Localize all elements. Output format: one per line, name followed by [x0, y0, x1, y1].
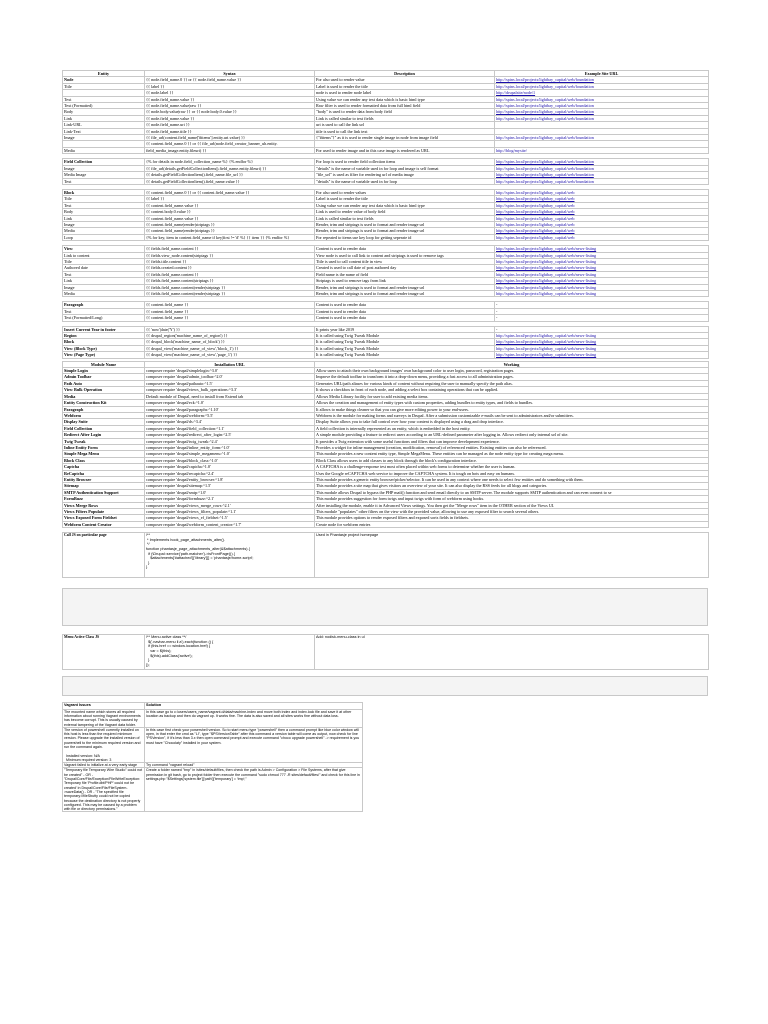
entity-name: View — [63, 246, 145, 252]
installation-command: composer require 'drupal/webform_content_creator:^1.7' — [145, 521, 315, 527]
syntax-cell: {{ content.field_name.value }} — [145, 215, 315, 221]
description-cell: For repeated to items use key loop for getting seperate id — [315, 234, 495, 240]
description-cell: Render, trim and striptags is used to format and render image url — [315, 228, 495, 234]
syntax-cell: {{ node.field_name.title }} — [145, 128, 315, 134]
syntax-cell: {{ details.getFieldCollectionItem().field_name.file_url }} — [145, 172, 315, 178]
issue-row — [63, 709, 363, 727]
syntax-cell: {{ node.field_name.0 }} or {{ node.field_name.value }} — [145, 77, 315, 83]
installation-command: composer require 'drupal/block_class:^1.0' — [145, 457, 315, 463]
menu-row-note: Add: nodisk-menu-class in ul — [315, 635, 709, 670]
entity-name: Region — [63, 333, 145, 339]
description-cell: Label is used to render the title — [315, 196, 495, 202]
entity-name: Link to content — [63, 252, 145, 258]
installation-command: composer require 'drupal/redirect_after_login:^2.5' — [145, 432, 315, 438]
entity-name: Text — [63, 308, 145, 314]
example-url-cell[interactable]: http://spins.local/projects/lightbay_capital/web/foundation — [495, 172, 709, 178]
installation-command: composer require 'drupal/sitemap:^1.5' — [145, 483, 315, 489]
module-name: Inline Entity Form — [63, 444, 145, 450]
module-row — [63, 521, 709, 527]
solution-text: Create a folder named "tmp" in /sites/default/files, then check the path is Admin > Configuration > File Systems, after that give permission in git bash, go to project folder then execute the command "sudo chmod 777 -R sites/default/files/" and check for this line in settings.php "$Settings['system.file']['path']['temporary'] = 'tmp';" — [145, 768, 363, 812]
syntax-cell: {{ file_url(content.field_name['#items'].entity.uri.value) }} — [145, 135, 315, 141]
description-cell: uri is used to call the link url — [315, 122, 495, 128]
example-url-cell[interactable]: http://spins.local/projects/lightbay_capital/web/foundation — [495, 96, 709, 102]
installation-command: composer require 'drupal/captcha:^1.0' — [145, 464, 315, 470]
syntax-cell: {{ fields.view_node.content|striptags }} — [145, 252, 315, 258]
solution-text: Try command "vagrant reload" — [145, 763, 363, 768]
syntax-cell: {{ fields.field_name.content }} — [145, 271, 315, 277]
example-url-cell[interactable]: http://spins.local/projects/lightbay_capital/web/news-listing — [495, 284, 709, 290]
description-cell: Link is used to render value of body field — [315, 209, 495, 215]
installation-url-header: Installation URL — [145, 361, 315, 367]
vagrant-issues-body — [63, 709, 363, 812]
entity-name: Image — [63, 135, 145, 141]
example-url-header: Example Site URL — [495, 71, 709, 77]
module-name-header: Module Name — [63, 361, 145, 367]
description-cell: Title is used to call content title in view — [315, 258, 495, 264]
installation-command: composer require 'drupal/simplelogin:^3.0' — [145, 368, 315, 374]
js-row-label: Call JS on particular page — [63, 533, 145, 578]
description-cell: "body" is used to render data from body field — [315, 109, 495, 115]
syntax-cell: {{ fields.field_name.content|render|striptags }} — [145, 284, 315, 290]
issue-text: The version of powershell currently installed on this host is less than the required minimum version. Please upgrade the installed version of powershell to the minimum required version and run the command again. Installed version: N/A Minimum required version: 3 — [63, 727, 145, 762]
installation-command: composer require 'drupal/twig_tweak:^2.4' — [145, 438, 315, 444]
entity-name: Media — [63, 228, 145, 234]
syntax-cell: {{ content.field_name.0 }} or {{ file_url(node.field_creator_banner_uh.entity. — [145, 141, 315, 147]
syntax-cell: {{ fields.field_name.content }} — [145, 246, 315, 252]
installation-command: composer require 'drupal/views_filters_populate:^1.1' — [145, 509, 315, 515]
module-working: Allows Media Library facility for user to add existing media items. — [315, 393, 709, 399]
entity-name: Link — [63, 278, 145, 284]
module-name: Simple Login — [63, 368, 145, 374]
entity-name: Link — [63, 215, 145, 221]
entity-name: Authored date — [63, 265, 145, 271]
module-working: Allow users to attach their own background images' own background color to user login, password, registration pages. — [315, 368, 709, 374]
installation-command: composer require 'drupal/smtp:^1.0' — [145, 489, 315, 495]
example-url-cell[interactable]: http://spins.local/projects/lightbay_capital/web/foundation — [495, 178, 709, 184]
module-working: Provides a widget for inline management (creation, modification, removal) of referenced entities. Existing entities can also be referenced. — [315, 444, 709, 450]
entity-name: Text (Formatted/Long) — [63, 315, 145, 321]
module-name: Redirect After Login — [63, 432, 145, 438]
example-url-cell[interactable]: http://spins.local/projects/lightbay_capital/web/foundation — [495, 115, 709, 121]
example-url-cell[interactable]: http://spins.local/projects/lightbay_capital/web/news-listing — [495, 246, 709, 252]
entity-name: Link-Text — [63, 128, 145, 134]
solution-header: Solution — [145, 703, 363, 709]
module-working: Uses the Google reCAPTCHA web service to improve the CAPTCHA system. It is tough on bots and easy on humans. — [315, 470, 709, 476]
module-name: Display Suite — [63, 419, 145, 425]
vagrant-issues-table — [62, 702, 363, 812]
syntax-cell: {{ drupal_view('machine_name_of_view','block_1') }} — [145, 345, 315, 351]
module-name: ReCaptcha — [63, 470, 145, 476]
example-url-cell: - — [495, 302, 709, 308]
example-url-cell[interactable]: http://spins.local/projects/lightbay_capital/web/news-listing — [495, 278, 709, 284]
module-name: Block Class — [63, 457, 145, 463]
module-working: Display Suite allows you to take full control over how your content is displayed using a drag and drop interface. — [315, 419, 709, 425]
installation-command: composer require 'drupal/views_bulk_operations:^3.3' — [145, 387, 315, 393]
syntax-cell: {{ details.getFieldCollectionItem().field_name.value }} — [145, 178, 315, 184]
module-name: Views Filters Populate — [63, 509, 145, 515]
module-name: Captcha — [63, 464, 145, 470]
example-url-cell[interactable]: http://spins.local/projects/lightbay_capital/web/news-listing — [495, 258, 709, 264]
example-url-cell[interactable]: http://drupalsite/node/1 — [495, 90, 709, 96]
example-url-cell[interactable]: http://spins.local/projects/lightbay_capital/web/foundation — [495, 159, 709, 165]
example-url-cell[interactable]: http://spins.local/projects/lightbay_capital/web — [495, 221, 709, 227]
module-name: Views Exposed Form Fieldset — [63, 515, 145, 521]
syntax-cell: {{ node.body.value|raw }} or {{ node.body.0.value }} — [145, 109, 315, 115]
description-cell: For loop is used to render field collection items — [315, 159, 495, 165]
installation-command: Default module of Drupal, need to install from Extend tab — [145, 393, 315, 399]
syntax-cell: {{ file_url(details.getFieldCollectionItem().field_name.entity.fileuri) }} — [145, 165, 315, 171]
description-cell: Using value we can render any text data which is basic html type — [315, 202, 495, 208]
entity-name: Text — [63, 178, 145, 184]
syntax-cell: {{ content.field_name.value }} — [145, 202, 315, 208]
description-cell: Content is used to render data — [315, 315, 495, 321]
syntax-cell: {{ fields.created.content }} — [145, 265, 315, 271]
module-working: Block Class allows users to add classes to any block through the block's configuration interface. — [315, 457, 709, 463]
description-cell: It is called using Twig Tweak Module — [315, 352, 495, 358]
syntax-cell: {{ content.field_name.0 }} or {{ content.field_name.value }} — [145, 189, 315, 195]
module-working: A CAPTCHA is a challenge-response test most often placed within web forms to determine whether the user is human. — [315, 464, 709, 470]
syntax-cell: field_media_image.entity.fileuri) }} — [145, 147, 315, 153]
entity-name: Body — [63, 209, 145, 215]
module-working: Webform is the module for making forms and surveys in Drupal. After a submission customizable e-mails can be sent to administrators and/or submitters. — [315, 412, 709, 418]
description-cell: Link is called similar to text fields — [315, 215, 495, 221]
syntax-cell: {{ node.label }} — [145, 90, 315, 96]
description-cell: node is used to render node label — [315, 90, 495, 96]
menu-snippet-table — [62, 634, 709, 670]
description-cell: Render, trim and striptags is used to format and render image url — [315, 284, 495, 290]
installation-command: composer require 'drupal/formbuzz:^2.1' — [145, 496, 315, 502]
description-cell: It is called using Twig Tweak Module — [315, 333, 495, 339]
example-url-cell[interactable]: http://spins.local/projects/lightbay_capital/web/news-listing — [495, 291, 709, 297]
entity-name: View (Block Type) — [63, 345, 145, 351]
issue-text: Vagrant failed to initialize at a very early stage — [63, 763, 145, 768]
syntax-cell: {{ content.field_name }} — [145, 315, 315, 321]
syntax-cell: {{ node.field_name.value }} — [145, 115, 315, 121]
module-working: This module provides options to render exposed filters and exposed sorts fields in fieldsets. — [315, 515, 709, 521]
example-url-cell[interactable]: http://spins.local/projects/lightbay_capital/web/foundation — [495, 135, 709, 141]
entity-name: Media — [63, 147, 145, 153]
module-working: After installing the module, enable it in Advanced Views settings. You then get the "Merge rows" item in the OTHER section of the Views UI. — [315, 502, 709, 508]
js-snippet-table — [62, 532, 709, 578]
description-cell: Content is used to render data — [315, 246, 495, 252]
installation-command: composer require 'drupal/recaptcha:^2.4' — [145, 470, 315, 476]
module-name: Admin Toolbar — [63, 374, 145, 380]
syntax-cell: {{ node.field_name.uri }} — [145, 122, 315, 128]
syntax-cell: {{ content.field_name }} — [145, 302, 315, 308]
menu-row-code: /** Menu active class **/ $('.navbar-menu li a').each(function () { if (this.href == window.location.href) { var = $(this); $(this).addClass('active'); } }); — [145, 635, 315, 670]
description-cell: "file_url" is used as filter for rendering url of media image — [315, 172, 495, 178]
entity-header: Entity — [63, 71, 145, 77]
example-url-cell: - — [495, 326, 709, 332]
example-url-cell[interactable]: http://spins.local/projects/lightbay_capital/web/news-listing — [495, 252, 709, 258]
description-cell: It prints year like 2019 — [315, 326, 495, 332]
syntax-cell: {{ fields.title.content }} — [145, 258, 315, 264]
description-cell: For also used to render values — [315, 189, 495, 195]
syntax-cell: {{ label }} — [145, 196, 315, 202]
issue-text: "Temporary file Temporary Wire Studio" could not be created" - OR - "Drupal/Core/File/Exception/FileWriteException: Temporary file 'Profile.dbf/PHP' could not be created' in Drupal/Core/File/FileSystem->saveData() - OR - "The specified file temporary://fileSbutty could not be copied because the destination directory is not properly configured. This may be caused by a problem with file or directory permissions." — [64, 768, 144, 812]
entity-name: Link-URL — [63, 122, 145, 128]
example-url-cell[interactable]: http://spins.local/projects/lightbay_capital/web/foundation — [495, 103, 709, 109]
syntax-cell: {{ content.field_name }} — [145, 308, 315, 314]
module-working: This module provides a new content entity type, Simple MegaMenu. These entities can be managed as the node entity type for creating mega menu. — [315, 451, 709, 457]
spreadsheet — [62, 70, 708, 812]
installation-command: composer require 'drupal/eck:^1.0' — [145, 400, 315, 406]
installation-command: composer require 'drupal/webform:^5.5' — [145, 412, 315, 418]
description-cell: Content is used to render data — [315, 308, 495, 314]
module-working: This module "populates" other filters on the view with the provided value, allowing to use any exposed filter to search several others. — [315, 509, 709, 515]
example-url-cell[interactable]: http://spins.local/projects/lightbay_capital/web/news-listing — [495, 345, 709, 351]
entity-name: Text — [63, 96, 145, 102]
module-working: It provides a Twig extension with some useful functions and filters that can improve development experience. — [315, 438, 709, 444]
syntax-cell: {{ node.field_name.value|raw }} — [145, 103, 315, 109]
module-working: This module provides a site map that gives visitors an overview of your site. It can also display the RSS feeds for all blogs and categories. — [315, 483, 709, 489]
empty-spacer-rows-2 — [62, 676, 708, 696]
syntax-cell: {% for key, item in content.field_name if key|first != '#' %} {{ item }} {% endfor %} — [145, 234, 315, 240]
entity-name: Block — [63, 339, 145, 345]
menu-row-label: Menu Active Class JS — [63, 635, 145, 670]
module-working: This module provides a generic entity browser/picker/selector. It can be used in any context where one needs to select few entities and do something with them. — [315, 476, 709, 482]
entity-name: Block — [63, 189, 145, 195]
module-working: A simple module providing a feature to redirect users according to an URL-defined parameter after logging in. Allows redirect only internal url of site. — [315, 432, 709, 438]
module-name: View Bulk Operation — [63, 387, 145, 393]
module-working: Allows the creation and management of entity types with custom properties, adding bundles to entity types, and fields to bundles. — [315, 400, 709, 406]
module-name: Simple Mega Menu — [63, 451, 145, 457]
solution-text: In this case first check your powershell version. So to start menu type "powershell" then a command prompt like blue color window will open, in that enter the cmd as "Li", type "$PSVersionTable" after this command a version table will come as output, now check for line "PSVersion", if it's less than 3.x then open command prompt and execute command "choco upgrade powershell" -> requirement is you must have "Chocolaty" installed in your system. — [145, 727, 363, 762]
entity-name: Node — [63, 77, 145, 83]
example-url-cell[interactable]: http://spins.local/projects/lightbay_capital/web — [495, 209, 709, 215]
module-name: Views Merge Rows — [63, 502, 145, 508]
example-url-cell[interactable]: http://spins.local/projects/lightbay_capital/web — [495, 202, 709, 208]
entity-name: Media — [63, 291, 145, 297]
entity-name: Paragraph — [63, 302, 145, 308]
entity-row — [63, 352, 709, 358]
installation-command: composer require 'drupal/inline_entity_form:^1.0' — [145, 444, 315, 450]
js-row-note: Used in Phantasje project homepage — [315, 533, 709, 578]
entity-name: Image — [63, 284, 145, 290]
description-cell: Link is called similar to text fields — [315, 115, 495, 121]
example-url-cell[interactable]: http://spins.local/projects/lightbay_capital/web/foundation — [495, 109, 709, 115]
entity-name: Insert Current Year in footer — [63, 326, 145, 332]
example-url-cell[interactable]: http://spins.local/projects/lightbay_capital/web — [495, 228, 709, 234]
example-url-cell[interactable]: http://spins.local/projects/lightbay_capital/web/news-listing — [495, 352, 709, 358]
example-url-cell[interactable]: http://spins.local/projects/lightbay_capital/web — [495, 196, 709, 202]
description-cell: Label is used to render the title — [315, 83, 495, 89]
installation-command: composer require 'drupal/simple_megamenu:^1.0' — [145, 451, 315, 457]
js-row-code: /** * Implements hook_page_attachments_alter(). */ function phantasje_page_attachments_alter(&$attachments) { if (\Drupal::service('path.matcher')->isFrontPage()) { $attachments['#attached']['library'][] = 'phantasje/home-script'; } } — [145, 533, 315, 578]
module-working: It allows to make things cleaner so that you can give more editing power to your end-users. — [315, 406, 709, 412]
entity-table-body — [63, 77, 709, 358]
entity-name: Body — [63, 109, 145, 115]
syntax-cell: {{ fields.field_name.content|render|striptags }} — [145, 291, 315, 297]
entity-name: Title — [63, 196, 145, 202]
module-name: Webform Content Creator — [63, 521, 145, 527]
entity-name: Text — [63, 202, 145, 208]
module-name: Field Collection — [63, 425, 145, 431]
module-name: Sitemap — [63, 483, 145, 489]
installation-command: composer require 'drupal/admin_toolbar:^2.0' — [145, 374, 315, 380]
empty-spacer-rows — [62, 588, 708, 626]
module-table — [62, 361, 709, 529]
syntax-cell: {{ drupal_region('machine_name_of_region') }} — [145, 333, 315, 339]
example-url-cell[interactable]: http://spins.local/projects/lightbay_capital/web — [495, 189, 709, 195]
entity-name: Media Image — [63, 172, 145, 178]
description-cell: View node is used to call link to content and striptags is used to remove tags — [315, 252, 495, 258]
syntax-header: Syntax — [145, 71, 315, 77]
module-name: Entity Browser — [63, 476, 145, 482]
description-cell: Created is used to call date of post authored day — [315, 265, 495, 271]
entity-name: Title — [63, 83, 145, 89]
syntax-cell: {{ fields.field_name.content|striptags }} — [145, 278, 315, 284]
description-cell: Render, trim and striptags is used to format and render image url — [315, 291, 495, 297]
syntax-cell: {{ node.field_name.value }} — [145, 96, 315, 102]
description-cell: Field name is the name of field — [315, 271, 495, 277]
example-url-cell[interactable]: http://spins.local/projects/lightbay_capital/web — [495, 234, 709, 240]
syntax-cell: {{ content.body.0.value }} — [145, 209, 315, 215]
entity-name: Image — [63, 221, 145, 227]
module-name: Entity Construction Kit — [63, 400, 145, 406]
module-name: SMTP Authentication Support — [63, 489, 145, 495]
installation-command: composer require 'drupal/entity_browser:^1.8' — [145, 476, 315, 482]
module-name: FormBuzz — [63, 496, 145, 502]
description-cell: Using value we can render any text data which is basic html type — [315, 96, 495, 102]
module-name: Webform — [63, 412, 145, 418]
entity-name: Text — [63, 271, 145, 277]
example-url-cell[interactable]: http://spins.local/projects/lightbay_capital/web/news-listing — [495, 271, 709, 277]
working-header: Working — [315, 361, 709, 367]
module-name: Media — [63, 393, 145, 399]
description-cell: It is called using Twig Tweak Module — [315, 345, 495, 351]
entity-name: View (Page Type) — [63, 352, 145, 358]
module-working: A field collection is internally represented as an entity, which is embedded in the host entity. — [315, 425, 709, 431]
description-cell: It is called using Twig Tweak Module — [315, 339, 495, 345]
syntax-cell: {{ content.field_name|render|striptags }} — [145, 221, 315, 227]
vagrant-issues-header: Vagrant Issues — [63, 703, 145, 709]
solution-text: In this case go to c:/users/users_name/vagrant.d/data/machine-index and move both index and index.lock file and save it at other location as backup and then do vagrant up. It works fine. The data is also saved and all sites works fine without data loss. — [145, 709, 363, 727]
description-cell: title is used to call the link text — [315, 128, 495, 134]
entity-table — [62, 70, 709, 359]
example-url-cell[interactable]: http://blog/mysite/ — [495, 147, 709, 153]
module-name: Twig Tweak — [63, 438, 145, 444]
syntax-cell: {{ drupal_block('machine_name_of_block') }} — [145, 339, 315, 345]
installation-command: composer require 'drupal/pathauto:^1.5' — [145, 380, 315, 386]
module-working: Create node for webform entries — [315, 521, 709, 527]
syntax-cell: {{ label }} — [145, 83, 315, 89]
syntax-cell: {{ 'now'|date('Y') }} — [145, 326, 315, 332]
example-url-cell: - — [495, 315, 709, 321]
entity-name: Field Collection — [63, 159, 145, 165]
installation-command: composer require 'drupal/views_merge_rows:^2.1' — [145, 502, 315, 508]
example-url-cell[interactable]: http://spins.local/projects/lightbay_capital/web/news-listing — [495, 333, 709, 339]
description-cell: For also used to render value — [315, 77, 495, 83]
issue-row — [63, 727, 363, 762]
installation-command: composer require 'drupal/ds:^3.4' — [145, 419, 315, 425]
syntax-cell: {{ drupal_view('machine_name_of_view','page_1') }} — [145, 352, 315, 358]
entity-name: Image — [63, 165, 145, 171]
issue-row — [63, 768, 363, 812]
description-cell: Raw filter is used to render formatted data from full html field — [315, 103, 495, 109]
description-cell: "details" is the name of variable used in for loop — [315, 178, 495, 184]
entity-name: Text (Formatted) — [63, 103, 145, 109]
module-working: This module provides suggestion for form twigs and input twigs with form of webform using hooks. — [315, 496, 709, 502]
installation-command: composer require 'drupal/paragraphs:^1.10' — [145, 406, 315, 412]
installation-command: composer require 'drupal/field_collection:^1.1' — [145, 425, 315, 431]
module-working: Improve the default toolbar to transform it into a drop-down menu, providing a fast access to all administration pages. — [315, 374, 709, 380]
example-url-cell[interactable]: http://spins.local/projects/lightbay_capital/web/news-listing — [495, 265, 709, 271]
module-working: This module allows Drupal to bypass the PHP mail() function and send email directly to an SMTP server. The module supports SMTP authentication and can even connect to se — [315, 489, 709, 495]
module-name: Path Auto — [63, 380, 145, 386]
entity-name: Title — [63, 258, 145, 264]
example-url-cell[interactable]: http://spins.local/projects/lightbay_capital/web/foundation — [495, 77, 709, 83]
example-url-cell[interactable]: http://spins.local/projects/lightbay_capital/web — [495, 215, 709, 221]
entity-name: Link — [63, 115, 145, 121]
description-cell: "details" is the name of variable used in for loop and image is self format — [315, 165, 495, 171]
description-cell: For used to render image and in this case image is rendered as URL — [315, 147, 495, 153]
example-url-cell: - — [495, 308, 709, 314]
description-header: Description — [315, 71, 495, 77]
syntax-cell: {% for details in node.field_collection_name %} {% endfor %} — [145, 159, 315, 165]
example-url-cell[interactable]: http://spins.local/projects/lightbay_capital/web/foundation — [495, 83, 709, 89]
example-url-cell[interactable]: http://spins.local/projects/lightbay_capital/web/foundation — [495, 165, 709, 171]
issue-text: The mounted name which stores all required information about running Vagrant environments has become corrupt. This is usually caused by external tampering of the Vagrant data folder. — [63, 709, 145, 727]
entity-name: Loop — [63, 234, 145, 240]
module-working: Generates URL/path aliases for various kinds of content without requiring the user to manually specify the path alias. — [315, 380, 709, 386]
module-working: It shows a checkbox in front of each node, and adding a select box containing operations that can be applied. — [315, 387, 709, 393]
description-cell: Render, trim and striptags is used to format and render image url — [315, 221, 495, 227]
description-cell: Striptags is used to remove tags from link — [315, 278, 495, 284]
syntax-cell: {{ content.field_name|render|striptags }} — [145, 228, 315, 234]
description-cell: {"#items"}" as it is used to render single image in node from image field — [315, 135, 495, 141]
installation-command: composer require 'drupal/views_ef_fieldset:^1.5' — [145, 515, 315, 521]
description-cell: Content is used to render data — [315, 302, 495, 308]
example-url-cell[interactable]: http://spins.local/projects/lightbay_capital/web/news-listing — [495, 339, 709, 345]
module-name: Paragraph — [63, 406, 145, 412]
module-table-body — [63, 368, 709, 528]
